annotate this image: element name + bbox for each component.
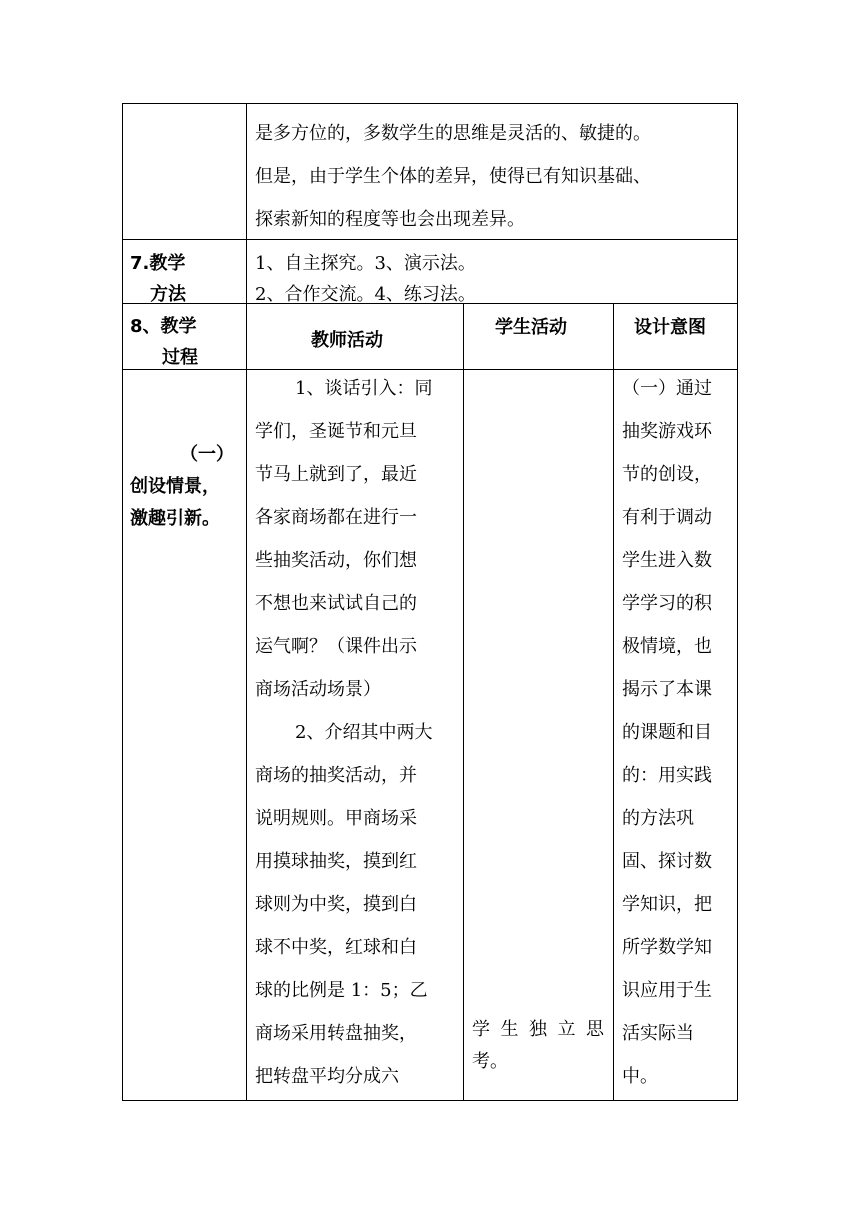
text-line: 抽奖游戏环 [622,421,712,442]
methods-label-2: 方法 [150,284,186,305]
text-line: 的方法巩 [622,808,694,829]
text-line: 球的比例是 1：5；乙 [255,980,428,1001]
process-label: 8、教学 [130,316,197,337]
text-line: 的课题和目 [622,722,712,743]
text-line: 但是，由于学生个体的差异，使得已有知识基础、 [255,166,651,187]
text-line: 把转盘平均分成六 [255,1066,399,1087]
text-line: 运气啊？（课件出示 [255,636,417,657]
text-line: （一）通过 [622,378,712,399]
text-line: 节的创设， [622,464,712,485]
stage-title-2: 激趣引新。 [130,508,220,529]
text-line: 有利于调动 [622,507,712,528]
table-border-bottom [122,1100,738,1101]
text-line: 商场的抽奖活动，并 [255,765,417,786]
text-line: 球不中奖，红球和白 [255,937,417,958]
text-line: 些抽奖活动，你们想 [255,550,417,571]
process-label-2: 过程 [162,347,198,368]
text-line: 探索新知的程度等也会出现差异。 [255,209,525,230]
text-line: 是多方位的，多数学生的思维是灵活的、敏捷的。 [255,123,651,144]
column-divider [463,303,464,1101]
text-line: 球则为中奖，摸到白 [255,894,417,915]
column-divider [246,103,247,1101]
text-line: 商场活动场景） [255,679,381,700]
text-line: 活实际当 [622,1023,694,1044]
text-line: 1、谈话引入：同 [295,378,433,399]
student-activity-2: 考。 [472,1051,508,1072]
column-header-student: 学生活动 [495,317,567,338]
text-line: 学知识，把 [622,894,712,915]
text-line: 各家商场都在进行一 [255,507,417,528]
text-line: 学学习的积 [622,593,712,614]
stage-title: 创设情景， [130,476,220,497]
text-line: 商场采用转盘抽奖， [255,1023,417,1044]
table-border-top [122,103,738,104]
text-line: 揭示了本课 [622,679,712,700]
column-header-teacher: 教师活动 [311,330,383,351]
table-border-left [122,103,123,1101]
text-line: 2、介绍其中两大 [295,722,433,743]
row-divider [122,239,738,240]
text-line: 学生进入数 [622,550,712,571]
stage-label: （一） [180,444,234,465]
methods-line: 2、合作交流。4、练习法。 [255,284,476,305]
column-header-design: 设计意图 [634,317,706,338]
text-line: 的：用实践 [622,765,712,786]
text-line: 不想也来试试自己的 [255,593,417,614]
text-line: 用摸球抽奖，摸到红 [255,851,417,872]
column-divider [613,303,614,1101]
lesson-plan-table [122,103,738,1101]
text-line: 中。 [622,1066,658,1087]
text-line: 节马上就到了，最近 [255,464,417,485]
methods-label: 7.教学 [130,253,186,274]
table-border-right [737,103,738,1101]
text-line: 极情境，也 [622,636,712,657]
student-activity: 学生独立思 [472,1019,604,1040]
text-line: 固、探讨数 [622,851,712,872]
row-divider [122,369,738,370]
methods-line: 1、自主探究。3、演示法。 [255,253,476,274]
text-line: 所学数学知 [622,937,712,958]
text-line: 识应用于生 [622,980,712,1001]
text-line: 说明规则。甲商场采 [255,808,417,829]
text-line: 学们，圣诞节和元旦 [255,421,417,442]
